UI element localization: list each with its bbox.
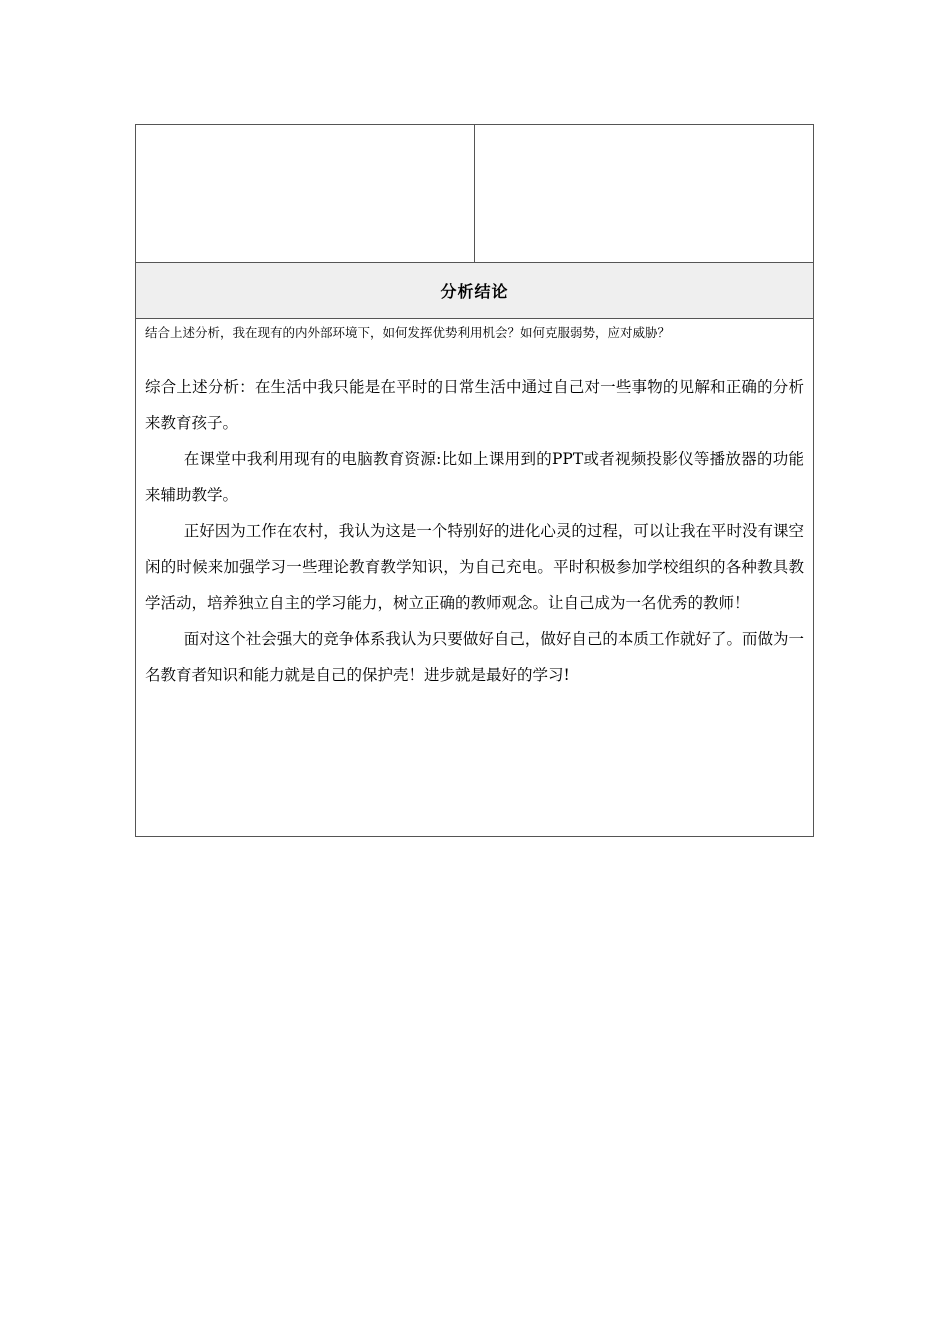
analysis-table: [135, 124, 814, 837]
paragraph-2: 在课堂中我利用现有的电脑教育资源:比如上课用到的PPT或者视频投影仪等播放器的功能来辅助教学。: [145, 450, 804, 504]
empty-cell-right: [475, 125, 813, 262]
section-title: 分析结论: [440, 282, 509, 301]
prompt-text: 结合上述分析，我在现有的内外部环境下，如何发挥优势利用机会？如何克服弱势，应对威胁？: [145, 325, 671, 340]
paragraph-1: 综合上述分析：在生活中我只能是在平时的日常生活中通过自己对一些事物的见解和正确的分析来教育孩子。: [145, 378, 804, 432]
empty-top-row: [136, 125, 813, 263]
paragraph-4: 面对这个社会强大的竞争体系我认为只要做好自己，做好自己的本质工作就好了。而做为一名教育者知识和能力就是自己的保护壳！进步就是最好的学习!: [145, 630, 804, 684]
section-header: [136, 263, 813, 319]
conclusion-body: [136, 319, 813, 836]
empty-cell-left: [136, 125, 475, 262]
paragraph-3: 正好因为工作在农村，我认为这是一个特别好的进化心灵的过程，可以让我在平时没有课空闲的时候来加强学习一些理论教育教学知识，为自己充电。平时积极参加学校组织的各种教具教学活动，培养独立自主的学习能力，树立正确的教师观念。让自己成为一名优秀的教师！: [145, 522, 804, 612]
